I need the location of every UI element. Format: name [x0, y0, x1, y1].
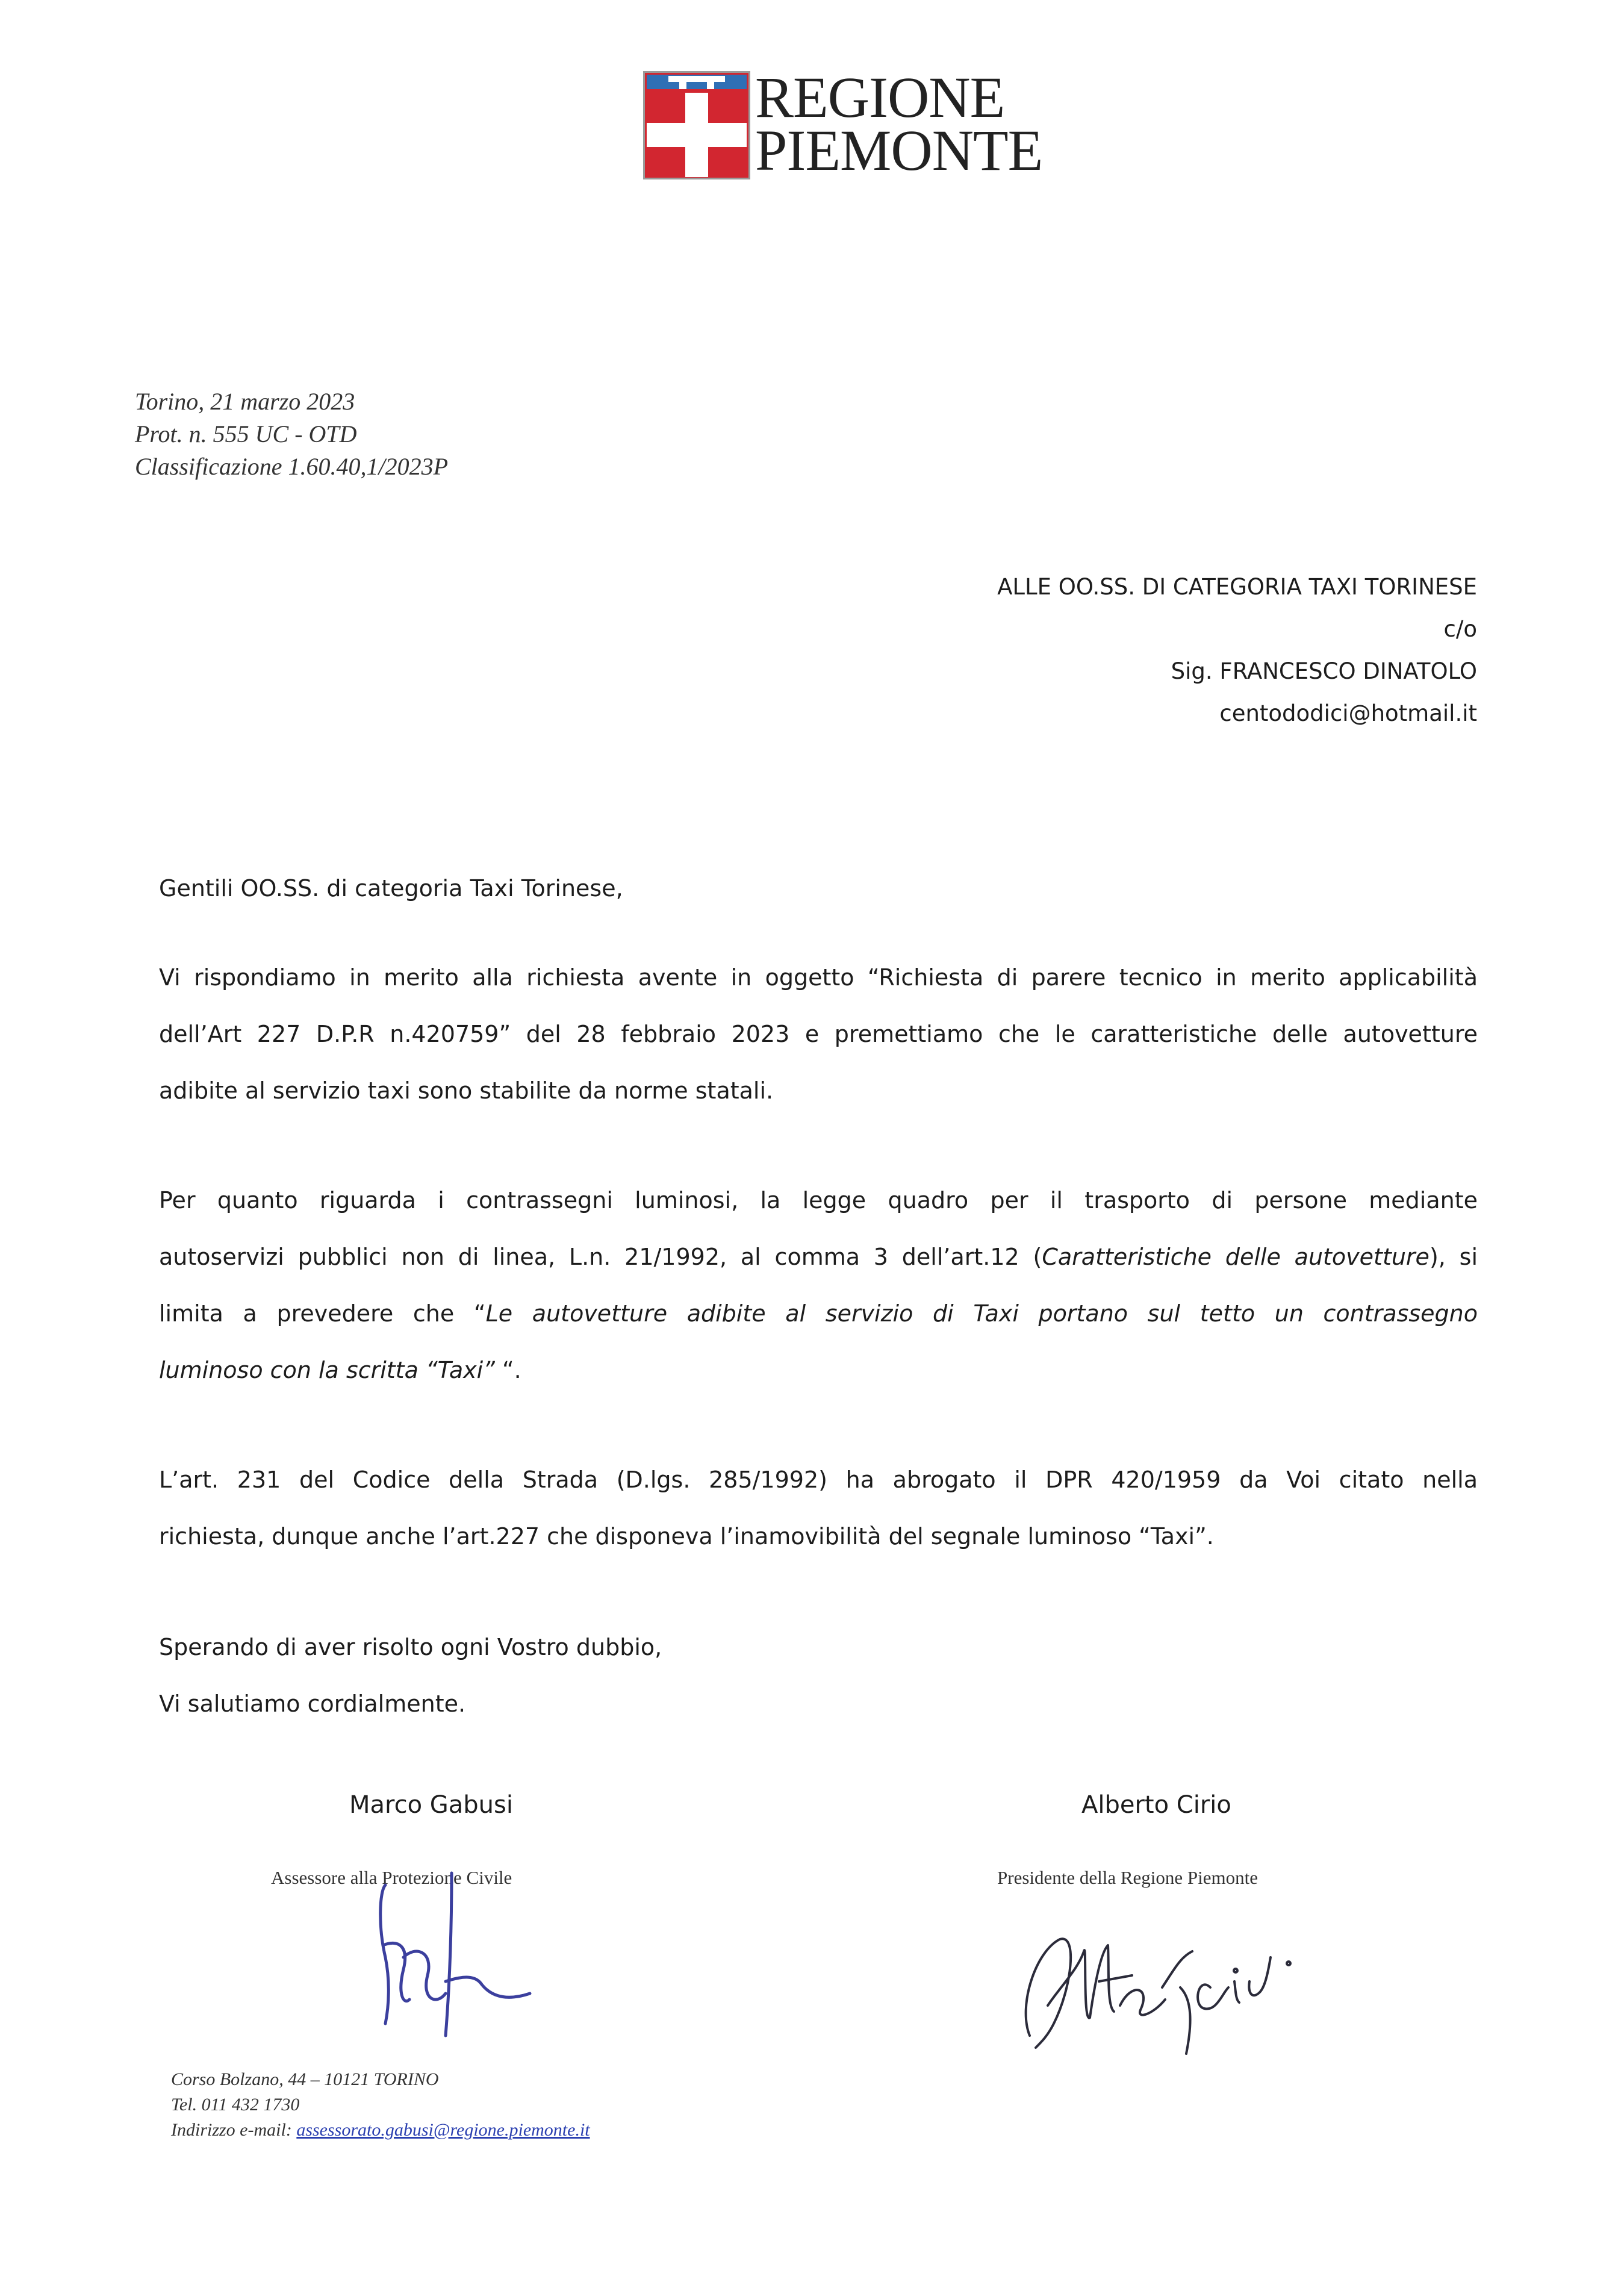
- recipient-line-1: ALLE OO.SS. DI CATEGORIA TAXI TORINESE: [997, 574, 1477, 600]
- paragraph-2-line-4: luminoso con la scritta “Taxi” “.: [159, 1357, 521, 1383]
- paragraph-2-line-2: autoservizi pubblici non di linea, L.n. 21/1992, al comma 3 dell’art.12 (Caratteristiche delle autovetture), si: [159, 1244, 1478, 1270]
- protocol-number: Prot. n. 555 UC - OTD: [135, 420, 357, 447]
- office-email-line: Indirizzo e-mail: assessorato.gabusi@regione.piemonte.it: [171, 2120, 590, 2140]
- paragraph-2-line-1: Per quanto riguarda i contrassegni luminosi, la legge quadro per il trasporto di persone mediante: [159, 1187, 1478, 1214]
- letter-date: Torino, 21 marzo 2023: [135, 388, 355, 415]
- logo-wordmark: [755, 65, 1043, 182]
- office-phone: Tel. 011 432 1730: [171, 2095, 300, 2115]
- paragraph-1-line-1: Vi rispondiamo in merito alla richiesta avente in oggetto “Richiesta di parere tecnico in merito applicabilità: [159, 964, 1478, 991]
- office-footer: [171, 2067, 590, 2143]
- recipient-email: centododici@hotmail.it: [1219, 700, 1477, 726]
- signatory-left-name: Marco Gabusi: [349, 1791, 513, 1819]
- regione-piemonte-logo: [643, 65, 1043, 182]
- closing: [159, 1619, 1478, 1732]
- office-address: Corso Bolzano, 44 – 10121 TORINO: [171, 2069, 439, 2089]
- office-email-link[interactable]: assessorato.gabusi@regione.piemonte.it: [296, 2120, 590, 2140]
- piemonte-coat-of-arms-icon: [643, 71, 750, 179]
- letter-header-info: [135, 385, 448, 483]
- paragraph-1-line-3: adibite al servizio taxi sono stabilite da norme statali.: [159, 1077, 774, 1104]
- recipient-block: [997, 566, 1477, 735]
- logo-line-1: REGIONE: [755, 65, 1005, 129]
- paragraph-1: [159, 949, 1478, 1119]
- paragraph-3-line-1: L’art. 231 del Codice della Strada (D.lgs. 285/1992) ha abrogato il DPR 420/1959 da Voi citato nella: [159, 1466, 1478, 1493]
- classification-code: Classificazione 1.60.40,1/2023P: [135, 453, 448, 480]
- paragraph-3: [159, 1451, 1478, 1565]
- paragraph-2-line-3: limita a prevedere che “Le autovetture adibite al servizio di Taxi portano sul tetto un contrassegno: [159, 1300, 1478, 1327]
- paragraph-2: [159, 1172, 1478, 1398]
- logo-line-2: PIEMONTE: [755, 118, 1043, 182]
- signatory-right-name: Alberto Cirio: [1081, 1791, 1231, 1819]
- recipient-line-2: c/o: [1443, 616, 1477, 642]
- signature-left-icon: [361, 1855, 554, 2048]
- closing-line-2: Vi salutiamo cordialmente.: [159, 1691, 466, 1717]
- recipient-line-3: Sig. FRANCESCO DINATOLO: [1171, 658, 1477, 684]
- signature-right-icon: [1012, 1915, 1325, 2072]
- closing-line-1: Sperando di aver risolto ogni Vostro dubbio,: [159, 1634, 662, 1660]
- salutation: Gentili OO.SS. di categoria Taxi Torinese,: [159, 875, 623, 902]
- signatory-left-role: Assessore alla Protezione Civile: [271, 1867, 512, 1888]
- signatory-right-role: Presidente della Regione Piemonte: [997, 1867, 1258, 1888]
- paragraph-1-line-2: dell’Art 227 D.P.R n.420759” del 28 febbraio 2023 e premettiamo che le caratteristiche delle autovetture: [159, 1021, 1478, 1047]
- paragraph-3-line-2: richiesta, dunque anche l’art.227 che disponeva l’inamovibilità del segnale luminoso “Taxi”.: [159, 1523, 1214, 1550]
